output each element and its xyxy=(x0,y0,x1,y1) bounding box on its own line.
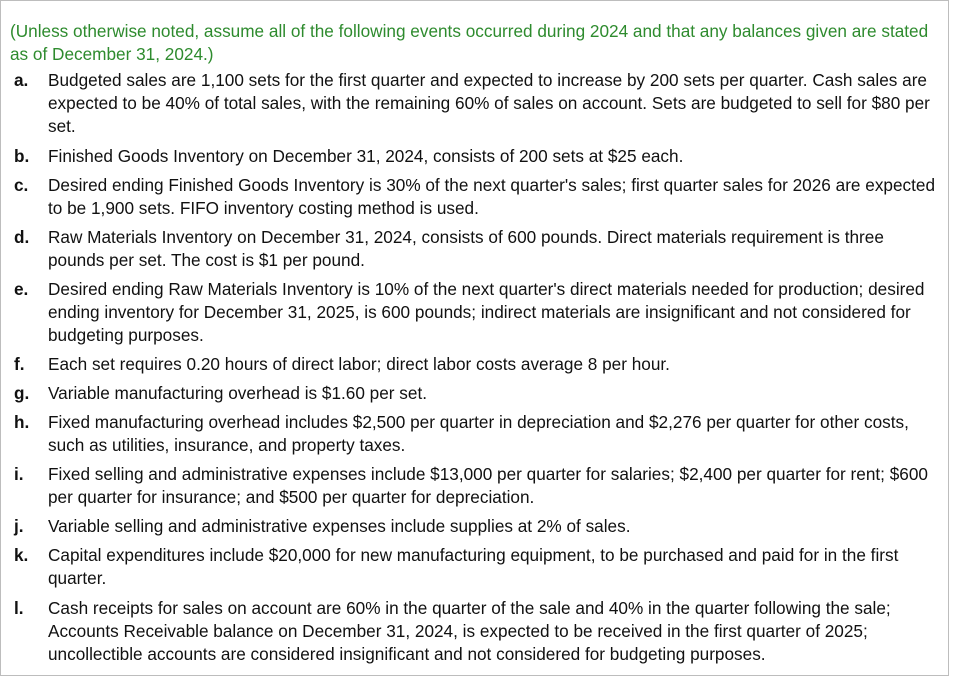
item-text: Budgeted sales are 1,100 sets for the first quarter and expected to increase by 200 sets per quarter. Cash sales are expected to be 40% of total sales, with the remaining 60% of sales on account. Sets are budgeted to sell for $80 per set. xyxy=(48,70,930,136)
intro-note: (Unless otherwise noted, assume all of the following events occurred during 2024 and that any balances given are stated as of December 31, 2024.) xyxy=(10,21,929,64)
item-text: Cash receipts for sales on account are 60% in the quarter of the sale and 40% in the quarter following the sale; Accounts Receivable balance on December 31, 2024, is expected to be received in the first quarter of 2025; uncollectible accounts are considered insignificant and not considered for budgeting purposes. xyxy=(48,598,891,664)
item-text: Fixed selling and administrative expenses include $13,000 per quarter for salaries; $2,400 per quarter for rent; $600 per quarter for insurance; and $500 per quarter for depreciation. xyxy=(48,464,928,507)
item-letter: c. xyxy=(14,175,29,195)
item-text: Raw Materials Inventory on December 31, 2024, consists of 600 pounds. Direct materials requirement is three pounds per set. The cost is $1 per pound. xyxy=(48,227,884,270)
item-text: Variable selling and administrative expenses include supplies at 2% of sales. xyxy=(48,516,631,536)
item-text: Variable manufacturing overhead is $1.60 per set. xyxy=(48,383,427,403)
item-letter: e. xyxy=(14,279,29,299)
item-letter: a. xyxy=(14,70,29,90)
item-letter: b. xyxy=(14,146,30,166)
item-letter: i. xyxy=(14,464,24,484)
item-text: Desired ending Finished Goods Inventory is 30% of the next quarter's sales; first quarter sales for 2026 are expected to be 1,900 sets. FIFO inventory costing method is used. xyxy=(48,175,936,218)
item-text: Fixed manufacturing overhead includes $2,500 per quarter in depreciation and $2,276 per quarter for other costs, such as utilities, insurance, and property taxes. xyxy=(48,412,909,455)
item-text: Each set requires 0.20 hours of direct labor; direct labor costs average 8 per hour. xyxy=(48,354,670,374)
item-letter: d. xyxy=(14,227,30,247)
item-text: Finished Goods Inventory on December 31, 2024, consists of 200 sets at $25 each. xyxy=(48,146,684,166)
item-letter: j. xyxy=(14,516,24,536)
item-letter: k. xyxy=(14,545,29,565)
item-letter: f. xyxy=(14,354,25,374)
item-letter: g. xyxy=(14,383,30,403)
item-letter: l. xyxy=(14,598,24,618)
item-letter: h. xyxy=(14,412,30,432)
item-text: Desired ending Raw Materials Inventory is 10% of the next quarter's direct materials needed for production; desired ending inventory for December 31, 2025, is 600 pounds; indirect materials are insignificant and not considered for budgeting purposes. xyxy=(48,279,925,345)
item-text: Capital expenditures include $20,000 for new manufacturing equipment, to be purchased and paid for in the first quarter. xyxy=(48,545,899,588)
